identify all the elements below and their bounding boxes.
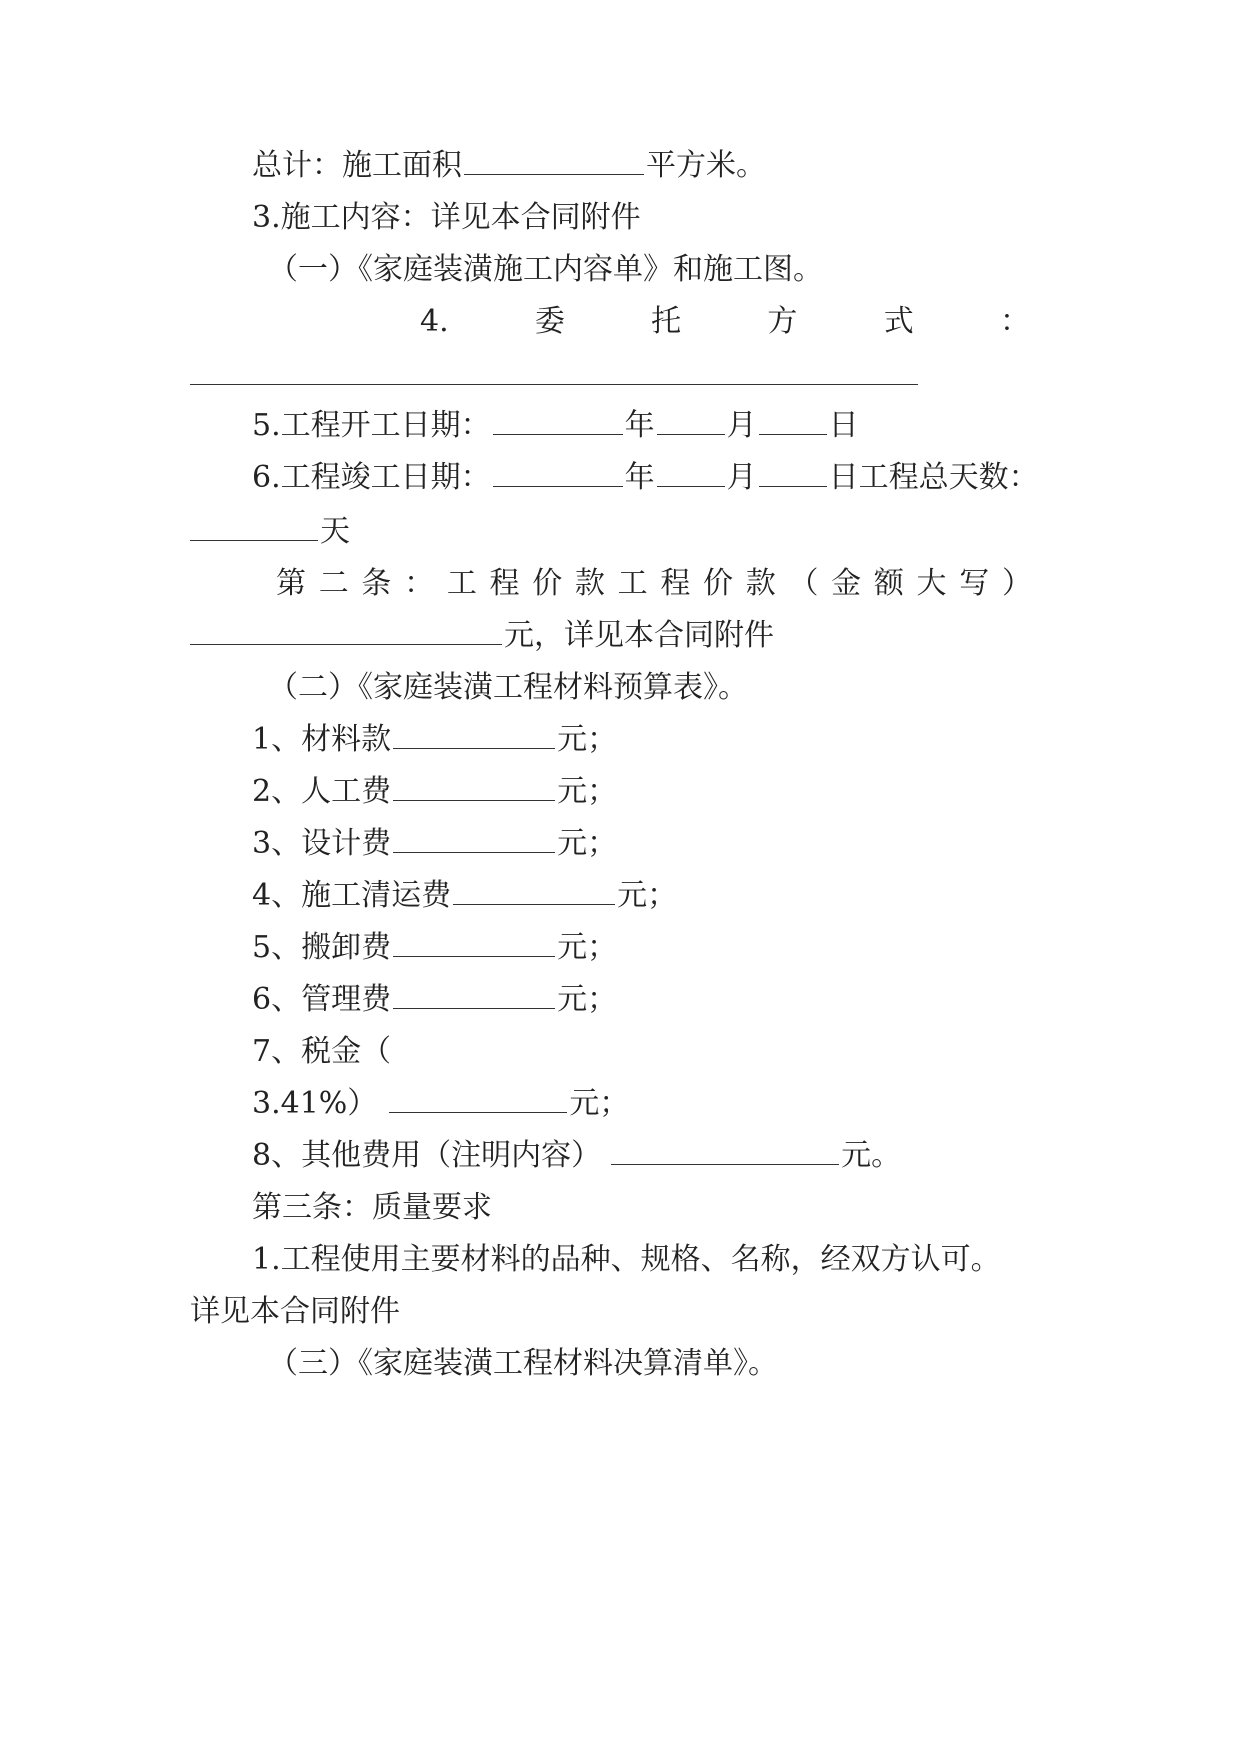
area-blank[interactable]: [464, 146, 644, 175]
fee-blank[interactable]: [453, 876, 615, 905]
end-date-line: 6.工程竣工日期： 年 月 日工程总天数：: [252, 460, 1039, 495]
start-month-blank[interactable]: [657, 406, 725, 435]
fee-item: 4、施工清运费 元；: [252, 878, 678, 913]
content-line: 3.施工内容：详见本合同附件: [252, 200, 641, 235]
total-area-line: 总计：施工面积 平方米。: [252, 148, 766, 183]
article-2-amount-line: 元，详见本合同附件: [190, 616, 774, 656]
total-days-blank[interactable]: [190, 512, 318, 541]
attachment-1-line: （一）《家庭装潢施工内容单》和施工图。: [268, 252, 823, 287]
tax-label-line: 7、税金（: [252, 1034, 392, 1069]
end-day-blank[interactable]: [759, 458, 827, 487]
fee-blank[interactable]: [393, 772, 555, 801]
end-year-blank[interactable]: [493, 458, 623, 487]
tax-blank[interactable]: [389, 1084, 567, 1113]
entrust-char: 方: [767, 304, 798, 339]
start-year-blank[interactable]: [493, 406, 623, 435]
article-3-heading: 第三条：质量要求: [252, 1190, 492, 1225]
entrust-char: 式: [883, 304, 914, 339]
entrust-char: ：: [999, 304, 1030, 339]
fee-blank[interactable]: [393, 824, 555, 853]
fee-item: 1、材料款 元；: [252, 722, 618, 757]
end-month-blank[interactable]: [657, 458, 725, 487]
attachment-3-line: （三）《家庭装潢工程材料决算清单》。: [268, 1346, 778, 1381]
entrust-char: 托: [651, 304, 682, 339]
fee-blank[interactable]: [393, 720, 555, 749]
quality-1-continued: 详见本合同附件: [190, 1294, 400, 1329]
fee-item: 3、设计费 元；: [252, 826, 618, 861]
attachment-2-line: （二）《家庭装潢工程材料预算表》。: [268, 670, 748, 705]
entrust-method-blank[interactable]: [190, 384, 918, 385]
fee-blank[interactable]: [393, 980, 555, 1009]
price-amount-blank[interactable]: [190, 616, 502, 645]
fee-item: 6、管理费 元；: [252, 982, 618, 1017]
entrust-char: 委: [534, 304, 565, 339]
start-date-line: 5.工程开工日期： 年 月 日: [252, 408, 859, 443]
tax-rate-line: 3.41%） 元；: [252, 1086, 630, 1121]
other-fee-blank[interactable]: [611, 1136, 839, 1165]
fee-item: 2、人工费 元；: [252, 774, 618, 809]
start-day-blank[interactable]: [759, 406, 827, 435]
article-2-line: 第 二 条 ： 工 程 价 款 工 程 价 款 （ 金 额 大 写 ）: [276, 566, 1032, 601]
total-days-line: 天: [190, 512, 350, 552]
fee-item: 5、搬卸费 元；: [252, 930, 618, 965]
entrust-method-line: [420, 302, 1030, 342]
other-fee-line: 8、其他费用（注明内容） 元。: [252, 1138, 902, 1173]
entrust-char: 4.: [420, 304, 449, 339]
fee-blank[interactable]: [393, 928, 555, 957]
quality-1-line: 1.工程使用主要材料的品种、规格、名称，经双方认可。: [252, 1242, 1001, 1277]
